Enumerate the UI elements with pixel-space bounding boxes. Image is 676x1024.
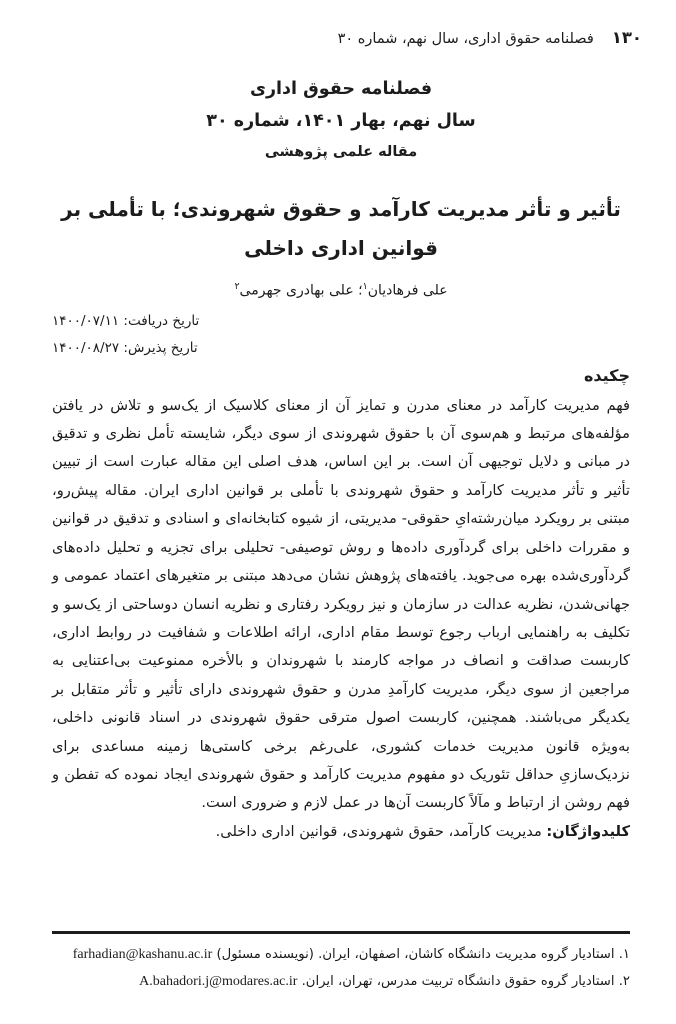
keywords-text: مدیریت کارآمد، حقوق شهروندی، قوانین اداری داخلی. (215, 822, 547, 840)
author1-name: علی فرهادیان (367, 282, 448, 299)
article-title: تأثیر و تأثر مدیریت کارآمد و حقوق شهروندی؛ با تأملی بر قوانین اداری داخلی (61, 197, 621, 260)
footnote-2-email: A.bahadori.j@modares.ac.ir (139, 974, 298, 989)
issue-line: سال نهم، بهار ۱۴۰۱، شماره ۳۰ (206, 111, 476, 131)
journal-name: فصلنامه حقوق اداری (249, 79, 433, 99)
author1-footnote-ref: ۱ (362, 281, 368, 292)
footnote-2 (52, 968, 630, 995)
authors-separator: ؛ (353, 282, 363, 299)
page-number: ۱۳۰ (611, 28, 642, 47)
masthead (52, 73, 630, 167)
keywords-line (52, 818, 630, 846)
abstract-text: فهم مدیریت کارآمد در معنای مدرن و تمایز آن از معنای کلاسیک از یک‌سو و تلاش در یافتن مؤلفه‌های مرتبط و هم‌سوی آن با حقوق شهروندی از سوی دیگر، شایسته تأمل نظری و تدقیق در مبانی و دلایل توجیهی آن است. بر این اساس، هدف اصلی این مقاله عبارت است از تبیین تأثیر و تأثر مدیریت کارآمد و حقوق شهروندی با تأملی بر قوانین اداری ایران. مقاله پیش‌رو، مبتنی بر رویکرد میان‌رشته‌ایِ حقوقی- مدیریتی، از شیوه کتابخانه‌ای و اسنادی و تدقیق در قوانین و مقررات داخلی برای گردآوری داده‌ها و روش توصیفی- تحلیلی برای تجزیه و تحلیل داده‌های گردآوری‌شده بهره می‌جوید. یافته‌های پژوهش نشان می‌دهد مبتنی بر متغیرهای اعتماد عمومی و جهانی‌شدن، نظریه عدالت در سازمان و نیز رویکرد رفتاری و نظریه انسان دوساحتی از یک‌سو و تکلیف به راهنمایی ارباب رجوع توسط مقام اداری، ارائه اطلاعات و شفافیت در روابط اداری، کاربست صداقت و انصاف در مواجه کارمند با شهروندان و بالأخره ممنوعیت بی‌اعتنایی به مراجعین از سوی دیگر، مدیریت کارآمدِ مدرن و حقوق شهروندی دارای تأثیر و تأثر متقابل بر یکدیگر می‌باشند. همچنین، کاربست اصول مترقی حقوق شهروندی در اسناد قانونی داخلی، به‌ویژه قانون مدیریت خدمات کشوری، علی‌رغم برخی کاستی‌ها زمینه مساعدی برای نزدیک‌سازیِ حداقل تئوریک دو مفهوم مدیریت کارآمد و حقوق شهروندی ایجاد نموده که تفطن و فهم روشن از ارتباط و مآلاً کاربست آن‌ها در عمل لازم و ضروری است. (52, 396, 630, 812)
received-date: تاریخ دریافت: ۱۴۰۰/۰۷/۱۱ (52, 312, 200, 329)
author2-footnote-ref: ۲ (234, 281, 240, 292)
journal-header-text: فصلنامه حقوق اداری، سال نهم، شماره ۳۰ (337, 31, 594, 47)
dates-block (52, 308, 630, 362)
footnote-area (52, 931, 630, 995)
article-type-label: مقاله علمی پژوهشی (264, 144, 418, 160)
footnote-1-email: farhadian@kashanu.ac.ir (72, 947, 213, 962)
running-header (52, 28, 642, 47)
accepted-date: تاریخ پذیرش: ۱۴۰۰/۰۸/۲۷ (52, 339, 198, 356)
abstract-heading: چکیده (583, 365, 630, 385)
footnote-divider (52, 931, 630, 934)
author2-name: علی بهادری جهرمی (239, 282, 354, 299)
keywords-label: کلیدواژگان: (546, 822, 630, 840)
authors-line (52, 281, 630, 299)
footnote-1 (52, 941, 630, 968)
footnote-2-text: ۲. استادیار گروه حقوق دانشگاه تربیت مدرس، تهران، ایران. (297, 974, 630, 989)
footnote-1-text: ۱. استادیار گروه مدیریت دانشگاه کاشان، اصفهان، ایران. (نویسنده مسئول) (212, 947, 630, 962)
